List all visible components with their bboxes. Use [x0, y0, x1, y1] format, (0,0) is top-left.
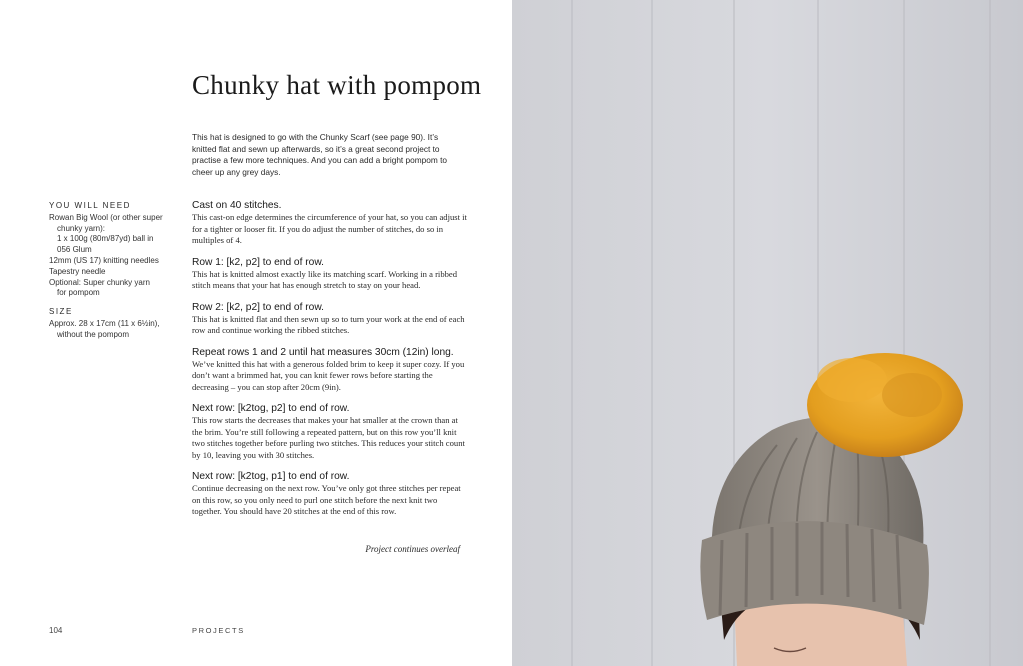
materials-item: Tapestry needle [49, 266, 106, 276]
photo-page [512, 0, 1023, 666]
pattern-step [192, 346, 468, 394]
page-title: Chunky hat with pompom [192, 70, 482, 100]
you-will-need-heading: YOU WILL NEED [49, 201, 131, 210]
materials-item: Rowan Big Wool (or other super [49, 212, 163, 222]
step-body: We’ve knitted this hat with a generous folded brim to keep it super cozy. If you don’t want a brimmed hat, you can knit fewer rows before starting the decreasing – you can stop after 20cm (9in). [192, 358, 465, 392]
pompom [807, 353, 963, 457]
size-section [49, 307, 174, 340]
step-heading: Row 2: [k2, p2] to end of row. [192, 301, 324, 313]
step-heading: Repeat rows 1 and 2 until hat measures 30cm (12in) long. [192, 346, 454, 358]
materials-item: 056 Glum [57, 245, 92, 255]
step-body: This cast-on edge determines the circumference of your hat, so you can adjust it for a tighter or looser fit. If you do adjust the number of stitches, do so in multiples of 4. [192, 212, 467, 245]
step-body: Continue decreasing on the next row. You’ve only got three stitches per repeat on this row, so you only need to purl one stitch before the next knit two together. You should have 20 stitches at the end of this row. [192, 483, 461, 516]
materials-item: Optional: Super chunky yarn [49, 277, 150, 287]
size-heading: SIZE [49, 307, 73, 317]
materials-list [49, 213, 174, 299]
pattern-steps [192, 199, 468, 527]
step-heading: Next row: [k2tog, p1] to end of row. [192, 471, 350, 482]
step-body: This hat is knitted flat and then sewn up so to turn your work at the end of each row and continue working the ribbed stitches. [192, 313, 465, 335]
size-item: without the pompom [57, 329, 130, 339]
hat-photo [512, 0, 1023, 666]
pattern-step [192, 256, 468, 292]
materials-item: chunky yarn): [57, 223, 106, 233]
step-body: This row starts the decreases that makes your hat smaller at the crown than at the brim. You’re still following a repeated pattern, but on this row you’ll knit two stitches together before purling two stitches. This reduces your stitch count by 10, leaving you with 30 stitches. [192, 415, 465, 460]
continues-note: Project continues overleaf [365, 544, 460, 554]
materials-sidebar [49, 201, 174, 349]
step-heading: Next row: [k2tog, p2] to end of row. [192, 403, 350, 414]
size-list [49, 319, 174, 341]
pattern-step [192, 301, 468, 337]
intro-paragraph: This hat is designed to go with the Chunky Scarf (see page 90). It’s knitted flat and sewn up afterwards, so it’s a great second project to practise a few more techniques. And you can add a bright pompom to cheer up any grey days. [192, 132, 448, 177]
step-heading: Cast on 40 stitches. [192, 200, 282, 211]
pattern-step [192, 470, 468, 518]
running-head: PROJECTS [192, 626, 245, 635]
step-body: This hat is knitted almost exactly like its matching scarf. Working in a ribbed stitch means that your hat has enough stretch to stay on your head. [192, 268, 458, 290]
you-will-need-section [49, 201, 174, 299]
materials-item: 1 x 100g (80m/87yd) ball in [57, 234, 154, 244]
page-number: 104 [49, 626, 63, 635]
size-item: Approx. 28 x 17cm (11 x 6½in), [49, 318, 160, 328]
materials-item: 12mm (US 17) knitting needles [49, 255, 159, 265]
materials-item: for pompom [57, 288, 100, 298]
pattern-step [192, 402, 468, 461]
step-heading: Row 1: [k2, p2] to end of row. [192, 256, 324, 268]
pattern-step [192, 199, 468, 247]
